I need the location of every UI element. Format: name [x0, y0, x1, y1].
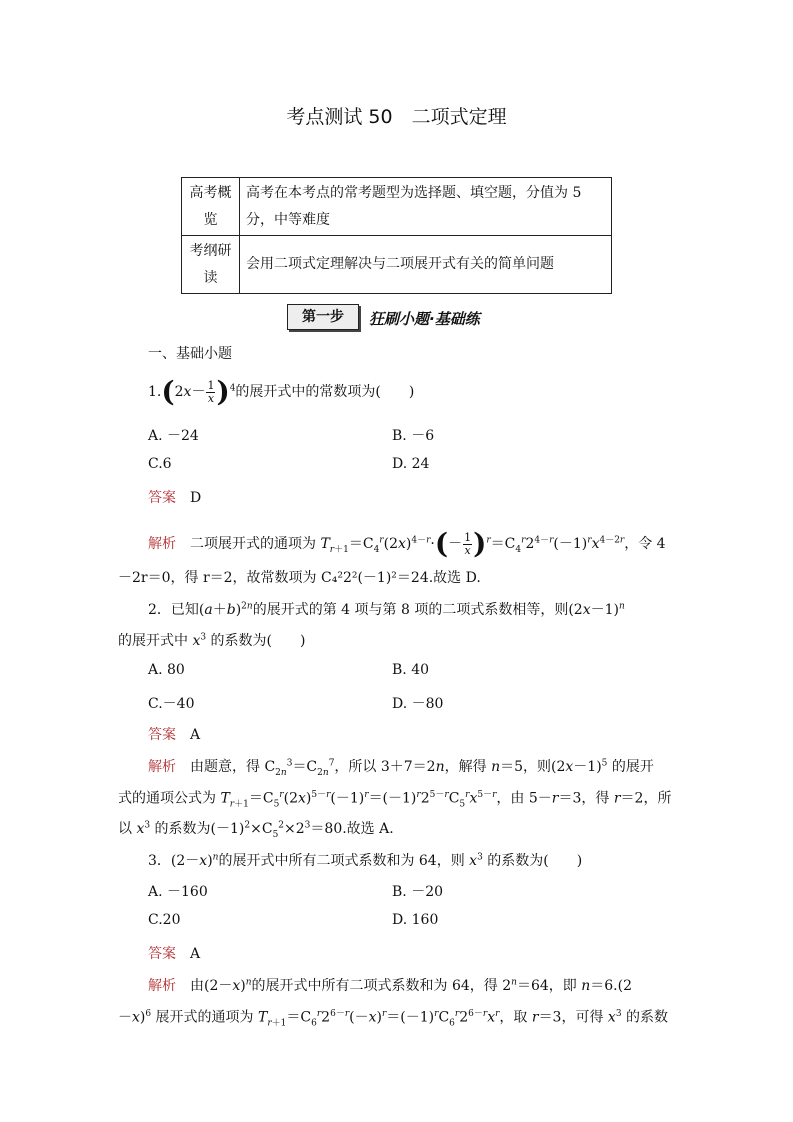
q2-analysis: 解析 由题意，得 $C_{2n}^3=C_{2n}^7$，所以 3＋7＝2n，解得 n＝5，则$(2x-1)^5$ 的展开 [148, 758, 654, 778]
q3-option-a: A. －160 [148, 884, 208, 900]
q3-analysis: 解析 由$(2-x)^n$的展开式中所有二项式系数和为 64，得 $2^n=64$，即 n＝6.(2 [148, 977, 632, 994]
q3-analysis-line2: －x)$^6$ 展开式的通项为 $T_{r+1}=C_6^r2^{6-r}(-x)^r=(-1)^rC_6^r2^{6-r}x^r$，取 r＝3，可得 $x^3$ 的系数 [118, 1009, 669, 1029]
overview-text-exam: 高考在本考点的常考题型为选择题、填空题，分值为 5 分，中等难度 [240, 178, 612, 236]
q1-option-b: B. －6 [392, 428, 435, 444]
q3-option-d: D. 160 [392, 912, 439, 928]
overview-head-syllabus: 考纲研读 [182, 236, 240, 294]
section-heading: 一、基础小题 [148, 346, 232, 362]
q3-option-c: C.20 [148, 912, 181, 928]
overview-table [181, 177, 612, 294]
overview-head-exam: 高考概览 [182, 178, 240, 236]
q1-analysis: 解析 二项展开式的通项为 $T_{r+1}=C_4^r(2x)^{4-r}\cdot(-$ $\frac{1}{x}$ )$^r=C_4^r2^{4-r}(-1)^rx^{4-2r}$，令 4 [148, 527, 666, 560]
q2-analysis-line2: 式的通项公式为 $T_{r+1}=C_5^r(2x)^{5-r}(-1)^r=(-1)^r2^{5-r}C_5^rx^{5-r}$，由 5－r＝3，得 r＝2，所 [118, 790, 672, 810]
q2-stem-line2: 的展开式中 $x^3$ 的系数为( ) [118, 632, 306, 649]
q1-stem: 1.(2x－ $\frac{1}{x}$ )$^4$的展开式中的常数项为( ) [148, 375, 415, 408]
q1-answer: 答案 D [148, 490, 202, 506]
q1-option-a: A. －24 [148, 428, 199, 444]
q1-analysis-line2: －2r＝0，得 r＝2，故常数项为 C₄²2²(－1)²＝24.故选 D. [118, 570, 481, 586]
q3-answer: 答案 A [148, 946, 201, 962]
step-title: 狂刷小题·基础练 [369, 310, 480, 328]
q2-analysis-line3: 以 $x^3$ 的系数为$(-1)^2\times C_5^2\times 2^3=80$.故选 A. [118, 820, 394, 840]
q2-option-b: B. 40 [392, 662, 430, 678]
q1-option-d: D. 24 [392, 456, 430, 472]
step-badge: 第一步 [287, 304, 359, 330]
q2-option-c: C.－40 [148, 696, 195, 712]
q2-option-a: A. 80 [148, 662, 185, 678]
q1-option-c: C.6 [148, 456, 172, 472]
q2-option-d: D. －80 [392, 696, 444, 712]
q2-stem: 2．已知$(a+b)^{2n}$的展开式的第 4 项与第 8 项的二项式系数相等，则$(2x-1)^n$ [148, 601, 625, 618]
q3-stem: 3．$(2-x)^n$的展开式中所有二项式系数和为 64，则 $x^3$ 的系数为( ) [148, 852, 583, 869]
overview-text-syllabus: 会用二项式定理解决与二项展开式有关的简单问题 [240, 236, 612, 294]
overview-row-syllabus [182, 236, 612, 294]
overview-row-exam [182, 178, 612, 236]
page-title: 考点测试 50 二项式定理 [286, 106, 507, 128]
q3-option-b: B. －20 [392, 884, 444, 900]
q2-answer: 答案 A [148, 727, 201, 743]
